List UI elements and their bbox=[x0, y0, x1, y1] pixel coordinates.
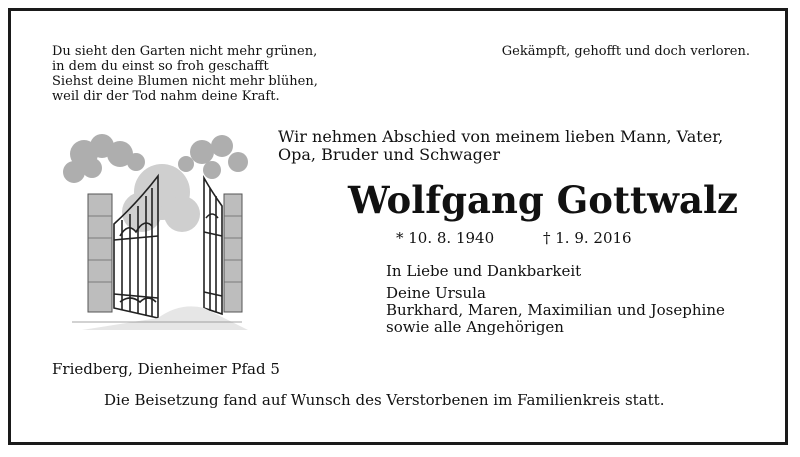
farewell-intro: Wir nehmen Abschied von meinem lieben Mann, Vater, Opa, Bruder und Schwager bbox=[278, 127, 724, 164]
poem-line: weil dir der Tod nahm deine Kraft. bbox=[52, 89, 280, 104]
funeral-note: Die Beisetzung fand auf Wunsch des Verstorbenen im Familienkreis statt. bbox=[104, 391, 665, 409]
poem-line: Du sieht den Garten nicht mehr grünen, bbox=[52, 44, 318, 59]
mourner-line: sowie alle Angehörigen bbox=[386, 318, 564, 336]
garden-gate-icon bbox=[62, 132, 248, 330]
motto: Gekämpft, gehofft und doch verloren. bbox=[501, 44, 750, 59]
mourner-line: Deine Ursula bbox=[386, 284, 486, 302]
poem-line: in dem du einst so froh geschafft bbox=[52, 59, 269, 74]
deceased-name: Wolfgang Gottwalz bbox=[348, 178, 739, 222]
poem bbox=[52, 44, 318, 104]
death-date: † 1. 9. 2016 bbox=[543, 229, 632, 247]
family-address: Friedberg, Dienheimer Pfad 5 bbox=[52, 360, 280, 378]
mourning-phrase: In Liebe und Dankbarkeit bbox=[386, 262, 582, 280]
poem-line: Siehst deine Blumen nicht mehr blühen, bbox=[52, 74, 318, 89]
birth-date: * 10. 8. 1940 bbox=[396, 229, 495, 247]
mourners bbox=[386, 263, 725, 336]
mourner-line: Burkhard, Maren, Maximilian und Josephine bbox=[386, 301, 725, 319]
